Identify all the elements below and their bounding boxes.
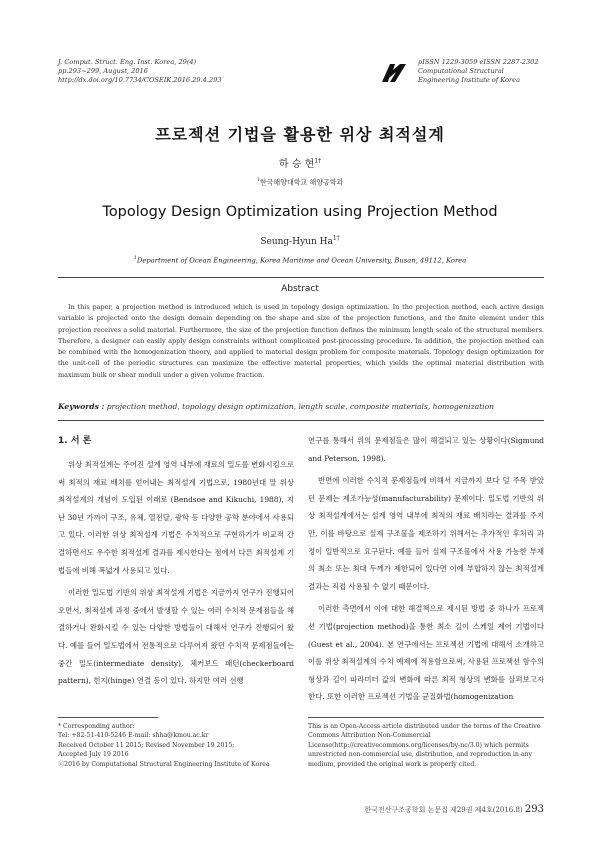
abstract-heading: Abstract [281,284,319,294]
corresponding-footnote [58,717,294,769]
issn-block [418,58,539,85]
abstract-top-rule [58,277,544,278]
section-heading: 1. 서 론 [58,436,92,446]
footnote-line: Received October 11 2015; Revised November 19 2015; [58,741,235,749]
body-paragraph: 이러한 측면에서 이에 대한 해결책으로 제시된 방법 중 하나가 프로젝션 기법(projection method)을 통한 최소 길이 스케일 제어 기법이다(Guest et al., 2004). 본 연구에서는 프로젝션 기법에 대해서 소개하고 이를 위상 최적설계의 수치 예제에 적용함으로써, 사용된 프로젝션 함수의 형상과 길이 파라미터 값의 변화에 따른 최적 형상의 변화를 살펴보고자 한다. 또한 이러한 프로젝션 기법을 균질화법(homogenization [308,604,544,702]
footnote-line: ⓒ2016 by Computational Structural Engineering Institute of Korea [58,760,270,768]
body-paragraph: 반면에 이러한 수치적 문제점들에 비해서 지금까지 보다 덜 주목 받았던 문제는 제조가능성(manufacturability) 문제이다. 밀도법 기반의 위상 최적설계에서는 설계 영역 내부에 최적의 재료 배치라는 결과를 주지만, 이를 바탕으로 실제 구조물을 제조하기 위해서는 추가적인 후처리 과정이 일반적으로 요구된다. 예를 들어 실제 구조물에서 사용 가능한 부재의 최소 또는 최대 두께가 제한되어 있다면 이에 부합하지 않는 최적설계 결과는 직접 사용될 수 없기 때문이다. [308,476,544,591]
author-korean: 하 승 현$^{1\dagger}$ [278,157,322,170]
page-footer [300,804,544,815]
body-paragraph: 위상 최적설계는 주어진 설계 영역 내부에 재료의 밀도를 변화시킴으로써 최적의 재료 배치를 얻어내는 최적설계 기법으로, 1980년대 말 위상 최적설계의 개념이 도입된 이래로 (Bendsoe and Kikuchi, 1988), 지난 30년 가까이 구조, 유체, 열전달, 광학 등 다양한 공학 분야에서 사용되고 있다. 이러한 위상 최적설계 기법은 수치적으로 구현하기가 비교적 간결하면서도 우수한 최적설계 결과를 제시한다는 점에서 다른 최적설계 기법들에 비해 폭넓게 사용되고 있다. [58,460,294,575]
page-number: 293 [524,804,544,815]
society-logo-icon [380,62,408,84]
publisher-line-1: Computational Structural [418,67,504,75]
footnote-rule [308,717,544,718]
affiliation-korean: $^1$한국해양대학교 해양공학과 [256,177,344,187]
keywords [58,402,544,411]
affiliation-english: $^1$Department of Ocean Engineering, Korea Maritime and Ocean University, Busan, 49112, Korea [133,255,467,265]
issn-line: pISSN 1229-3059 eISSN 2287-2302 [418,58,539,66]
license-footnote [308,717,544,769]
body-right-column [308,432,544,711]
footnote-line: Accepted July 19 2016 [58,751,129,759]
journal-line: J. Comput. Struct. Eng. Inst. Korea, 29(4) [58,58,197,66]
footnote-rule [58,717,158,718]
abstract-text: In this paper, a projection method is introduced which is used in topology design optimization. In the projection method, each active design variable is projected onto the design domain depending on the shape and size of the projection functions, and the finite element under this projection receives a solid material. Furthermore, the size of the projection function defines the minimum length scale of the structural members. Therefore, a designer can easily apply design constraints without complicated post-processing procedure. In addition, the projection method can be combined with the homogenization theory, and applied to material design problem for composite materials. Topology design optimization for the unit-cell of the periodic structures can maximize the effective material properties, which yields the optimal material distribution with maximum bulk or shear moduli under a given volume fraction. [58,303,544,379]
body-left-column [58,432,294,695]
journal-citation [58,58,222,85]
title-korean: 프로젝션 기법을 활용한 위상 최적설계 [155,125,445,144]
author-english: Seung-Hyun $Ha^{1\dagger}$ [260,235,340,247]
doi-line[interactable]: http://dx.doi.org/10.7734/COSEIK.2016.29.4.293 [58,76,222,84]
keywords-label: Keywords : [58,402,105,411]
body-paragraph: 이러한 밀도법 기반의 위상 최적설계 기법은 지금까지 연구가 진행되어 오면서, 최적설계 과정 중에서 발생할 수 있는 여러 수치적 문제점들을 해결하거나 완화시킬 수 있는 다양한 방법들이 대해서 연구가 진행되어 왔다. 예를 들어 밀도법에서 전통적으로 다루어져 왔던 수치적 문제점들에는 중간 밀도(intermediate density), 체커보드 패턴(checkerboard pattern), 힌지(hinge) 연결 등이 있다. 하지만 여러 선행 [58,588,294,686]
pages-line: pp.293~299, August, 2016 [58,67,148,75]
footnote-line: Tel: +82-51-410-5246 E-mail: shha@kmou.ac.kr [58,732,209,740]
keywords-text: projection method, topology design optimization, length scale, composite materials, homogenization [106,402,495,411]
keywords-bottom-rule [58,420,544,421]
footnote-line: * Corresponding author: [58,723,135,730]
publisher-line-2: Engineering Institute of Korea [418,76,521,84]
body-paragraph: 연구를 통해서 위의 문제점들은 많이 해결되고 있는 상황이다(Sigmund and Peterson, 1998). [308,436,544,463]
title-english: Topology Design Optimization using Projection Method [102,204,498,220]
license-text: This is an Open-Access article distributed under the terms of the Creative Commons Attribution Non-Commercial License(http://creativecommons.org/licenses/by-nc/3.0) which permits unrestricted non-commercial use, distribution, and reproduction in any medium, provided the original work is properly cited. [308,723,541,768]
journal-footer-text: 한국전산구조공학회 논문집 제29권 제4호(2016.8) [364,806,523,814]
